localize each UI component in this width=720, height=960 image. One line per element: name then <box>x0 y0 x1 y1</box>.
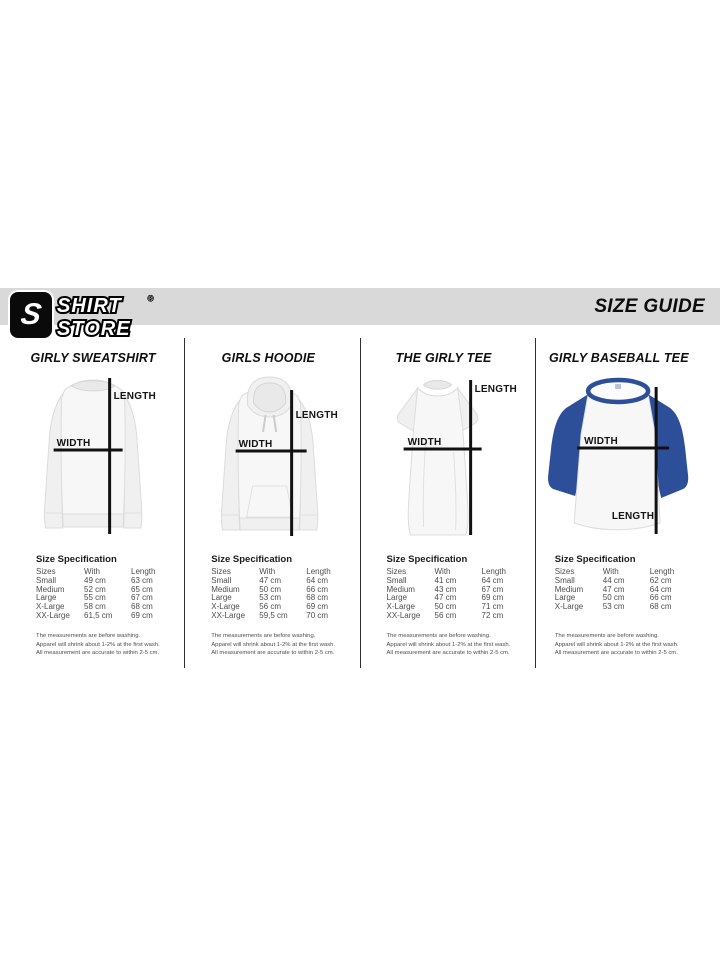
size-label: XX-Large <box>386 610 421 620</box>
size-table <box>36 568 176 624</box>
col-header-length: Length <box>306 567 331 576</box>
measure-value: 64 cm <box>481 575 504 585</box>
measure-value: 70 cm <box>306 610 329 620</box>
col-header-width: With <box>434 567 451 576</box>
collar-trim <box>588 380 648 402</box>
size-row <box>387 612 527 621</box>
measure-value: 43 cm <box>434 584 457 594</box>
footnote-line: All measurement are accurate to within 2-5 cm. <box>554 650 678 657</box>
size-table-body <box>555 577 702 612</box>
size-table <box>211 568 351 624</box>
measure-value: 50 cm <box>434 602 457 612</box>
footnote-line: Apparel will shrink about 1-2% at the first wash. <box>211 641 336 648</box>
product-title: GIRLS HOODIE <box>221 351 316 365</box>
size-label: Large <box>36 593 57 603</box>
length-label: LENGTH <box>113 391 156 402</box>
measure-value: 68 cm <box>306 593 329 603</box>
size-table-body <box>211 577 351 621</box>
size-label: Small <box>554 575 575 585</box>
col-header-width: With <box>84 567 100 576</box>
measure-value: 67 cm <box>131 593 153 603</box>
size-specification <box>10 554 176 658</box>
footnote-line: All measurement are accurate to within 2-5 cm. <box>36 650 160 657</box>
size-table-body <box>36 577 176 621</box>
measure-value: 56 cm <box>434 610 457 620</box>
size-spec-heading: Size Specification <box>211 554 293 565</box>
measure-value: 65 cm <box>131 584 153 594</box>
size-specification <box>536 554 702 658</box>
measure-value: 56 cm <box>259 602 282 612</box>
width-label: WIDTH <box>238 439 273 450</box>
baseball-tee-drawing <box>536 372 702 542</box>
size-label: X-Large <box>36 602 65 612</box>
measure-value: 72 cm <box>481 610 504 620</box>
measure-value: 47 cm <box>602 584 625 594</box>
measure-value: 62 cm <box>649 575 672 585</box>
col-header-sizes: Sizes <box>36 567 56 576</box>
product-title: THE GIRLY TEE <box>395 351 492 365</box>
width-label: WIDTH <box>56 438 91 449</box>
size-label: Small <box>211 575 232 585</box>
size-label: X-Large <box>386 602 415 612</box>
col-header-width: With <box>259 567 276 576</box>
product-column-hoodie <box>184 338 359 668</box>
product-columns <box>10 338 710 668</box>
size-row <box>211 586 351 595</box>
shirt-store-logo <box>10 292 167 340</box>
measure-value: 50 cm <box>259 584 282 594</box>
measure-value: 64 cm <box>649 584 672 594</box>
measure-value: 50 cm <box>602 593 625 603</box>
sweatshirt-drawing <box>10 372 176 542</box>
measure-value: 49 cm <box>84 575 106 585</box>
measure-value: 66 cm <box>306 584 329 594</box>
measure-value: 59,5 cm <box>259 610 288 620</box>
logo-line1: SHIRT <box>57 295 122 317</box>
measure-value: 69 cm <box>481 593 504 603</box>
measure-value: 61,5 cm <box>84 610 113 620</box>
size-spec-heading: Size Specification <box>36 554 117 565</box>
measure-value: 55 cm <box>84 593 106 603</box>
size-label: XX-Large <box>211 610 246 620</box>
size-label: Medium <box>386 584 415 594</box>
measure-value: 47 cm <box>259 575 282 585</box>
footnote <box>555 632 702 658</box>
footnote-line: Apparel will shrink about 1-2% at the first wash. <box>386 641 511 648</box>
measure-value: 67 cm <box>481 584 504 594</box>
size-label: X-Large <box>554 602 584 612</box>
size-table <box>555 568 702 624</box>
product-title: GIRLY SWEATSHIRT <box>30 351 156 365</box>
measure-value: 47 cm <box>434 593 457 603</box>
measure-value: 53 cm <box>602 602 625 612</box>
logo-trademark: ® <box>148 296 154 303</box>
hoodie-illustration <box>185 372 351 542</box>
size-row <box>36 612 176 621</box>
product-column-sweatshirt <box>10 338 184 668</box>
measure-value: 69 cm <box>306 602 329 612</box>
size-specification <box>361 554 527 658</box>
size-label: XX-Large <box>36 610 70 620</box>
footnote-line: Apparel will shrink about 1-2% at the first wash. <box>36 641 160 648</box>
col-header-length: Length <box>131 567 156 576</box>
width-label: WIDTH <box>407 437 441 448</box>
footnote-line: All measurement are accurate to within 2-5 cm. <box>386 650 510 657</box>
footnote-line: The measurements are before washing. <box>554 633 659 639</box>
product-column-baseball-tee <box>535 338 710 668</box>
size-row <box>555 603 702 612</box>
size-label: X-Large <box>211 602 240 612</box>
logo-line2: STORE <box>57 318 131 340</box>
sweatshirt-illustration <box>10 372 176 542</box>
length-label: LENGTH <box>295 410 339 421</box>
baseball-tee-illustration <box>536 372 702 542</box>
length-label: LENGTH <box>611 511 654 522</box>
size-label: Small <box>386 575 407 585</box>
size-table <box>387 568 527 624</box>
footnote <box>36 632 176 658</box>
size-table-body <box>387 577 527 621</box>
size-label: Medium <box>211 584 240 594</box>
col-header-sizes: Sizes <box>554 567 575 576</box>
hoodie-drawing <box>185 372 351 542</box>
neck-tag <box>615 384 621 389</box>
footnote <box>211 632 351 658</box>
size-table-header <box>387 568 527 577</box>
footnote-line: All measurement are accurate to within 2-5 cm. <box>211 650 335 657</box>
measure-value: 52 cm <box>84 584 106 594</box>
size-row <box>555 586 702 595</box>
measure-value: 41 cm <box>434 575 457 585</box>
size-label: Medium <box>36 584 65 594</box>
size-label: Large <box>386 593 407 603</box>
measure-value: 58 cm <box>84 602 106 612</box>
girly-tee-illustration <box>361 372 527 542</box>
size-row <box>211 612 351 621</box>
size-spec-heading: Size Specification <box>386 554 468 565</box>
measure-value: 71 cm <box>481 602 504 612</box>
size-table-header <box>211 568 351 577</box>
footnote-line: Apparel will shrink about 1-2% at the first wash. <box>554 641 679 648</box>
size-label: Large <box>554 593 576 603</box>
logo-wordmark <box>55 291 167 341</box>
width-label: WIDTH <box>583 436 618 447</box>
footnote-line: The measurements are before washing. <box>36 633 141 639</box>
size-row <box>387 586 527 595</box>
length-label: LENGTH <box>474 384 517 395</box>
footnote <box>387 632 527 658</box>
measure-value: 63 cm <box>131 575 153 585</box>
measure-value: 64 cm <box>306 575 329 585</box>
size-spec-heading: Size Specification <box>554 554 636 565</box>
col-header-sizes: Sizes <box>386 567 407 576</box>
product-column-girly-tee <box>360 338 535 668</box>
col-header-length: Length <box>481 567 506 576</box>
size-table-header <box>555 568 702 577</box>
footnote-line: The measurements are before washing. <box>211 633 316 639</box>
measure-value: 66 cm <box>649 593 672 603</box>
col-header-sizes: Sizes <box>211 567 231 576</box>
logo-s-icon: S <box>10 292 52 338</box>
measure-value: 44 cm <box>602 575 625 585</box>
measure-value: 68 cm <box>649 602 672 612</box>
footnote-line: The measurements are before washing. <box>386 633 491 639</box>
size-label: Small <box>36 575 57 585</box>
size-specification <box>185 554 351 658</box>
product-title: GIRLY BASEBALL TEE <box>549 351 689 365</box>
measure-value: 53 cm <box>259 593 282 603</box>
page-title: SIZE GUIDE <box>594 296 705 317</box>
girly-tee-drawing <box>361 372 527 542</box>
size-label: Large <box>211 593 232 603</box>
measure-value: 68 cm <box>131 602 153 612</box>
size-label: Medium <box>554 584 584 594</box>
col-header-width: With <box>602 567 619 576</box>
size-table-header <box>36 568 176 577</box>
col-header-length: Length <box>649 567 675 576</box>
size-row <box>36 586 176 595</box>
measure-value: 69 cm <box>131 610 153 620</box>
